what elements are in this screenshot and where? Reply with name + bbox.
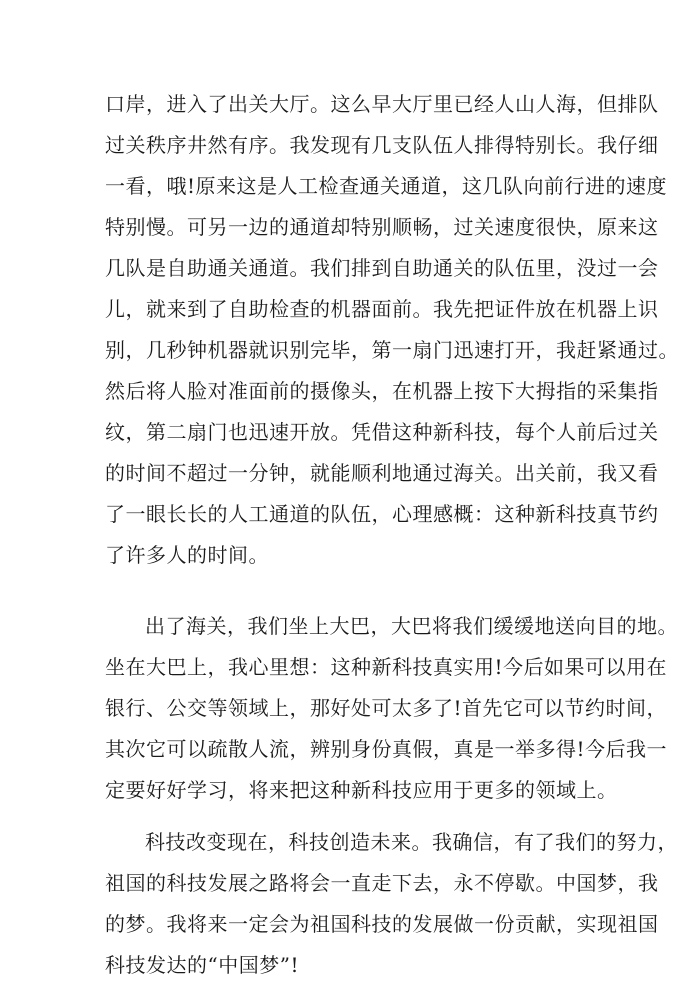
paragraph-2-line-2: 坐在大巴上，我心里想：这种新科技真实用!今后如果可以用在 [105,655,668,679]
paragraph-2-line-3: 银行、公交等领域上，那好处可太多了!首先它可以节约时间， [105,696,668,720]
paragraph-1-line-4: 特别慢。可另一边的通道却特别顺畅，过关速度很快，原来这 [105,215,659,239]
paragraph-3-line-1: 科技改变现在，科技创造未来。我确信，有了我们的努力， [145,830,678,854]
paragraph-1-line-6: 儿，就来到了自助检查的机器面前。我先把证件放在机器上识 [105,297,659,321]
paragraph-2-line-5: 定要好好学习，将来把这种新科技应用于更多的领域上。 [105,778,618,802]
paragraph-1-line-2: 过关秩序井然有序。我发现有几支队伍人排得特别长。我仔细 [105,133,659,157]
paragraph-1-line-10: 的时间不超过一分钟，就能顺利地通过海关。出关前，我又看 [105,461,659,485]
paragraph-1-line-12: 了许多人的时间。 [105,543,269,567]
paragraph-1-line-8: 然后将人脸对准面前的摄像头，在机器上按下大拇指的采集指 [105,379,659,403]
paragraph-2-line-1: 出了海关，我们坐上大巴，大巴将我们缓缓地送向目的地。 [145,614,678,638]
paragraph-1-line-3: 一看，哦!原来这是人工检查通关通道，这几队向前行进的速度 [105,174,668,198]
paragraph-1-line-9: 纹，第二扇门也迅速开放。凭借这种新科技，每个人前后过关 [105,420,659,444]
paragraph-3-line-3: 的梦。我将来一定会为祖国科技的发展做一份贡献，实现祖国 [105,912,659,936]
paragraph-1-line-7: 别，几秒钟机器就识别完毕，第一扇门迅速打开，我赶紧通过。 [105,338,679,362]
paragraph-1-line-1: 口岸，进入了出关大厅。这么早大厅里已经人山人海，但排队 [105,92,659,116]
paragraph-3-line-2: 祖国的科技发展之路将会一直走下去，永不停歇。中国梦，我 [105,871,659,895]
paragraph-1-line-11: 了一眼长长的人工通道的队伍，心理感概：这种新科技真节约 [105,502,659,526]
paragraph-2-line-4: 其次它可以疏散人流，辨别身份真假，真是一举多得!今后我一 [105,737,668,761]
paragraph-3-line-4: 科技发达的“中国梦”! [105,953,299,977]
paragraph-1-line-5: 几队是自助通关通道。我们排到自助通关的队伍里，没过一会 [105,256,659,280]
